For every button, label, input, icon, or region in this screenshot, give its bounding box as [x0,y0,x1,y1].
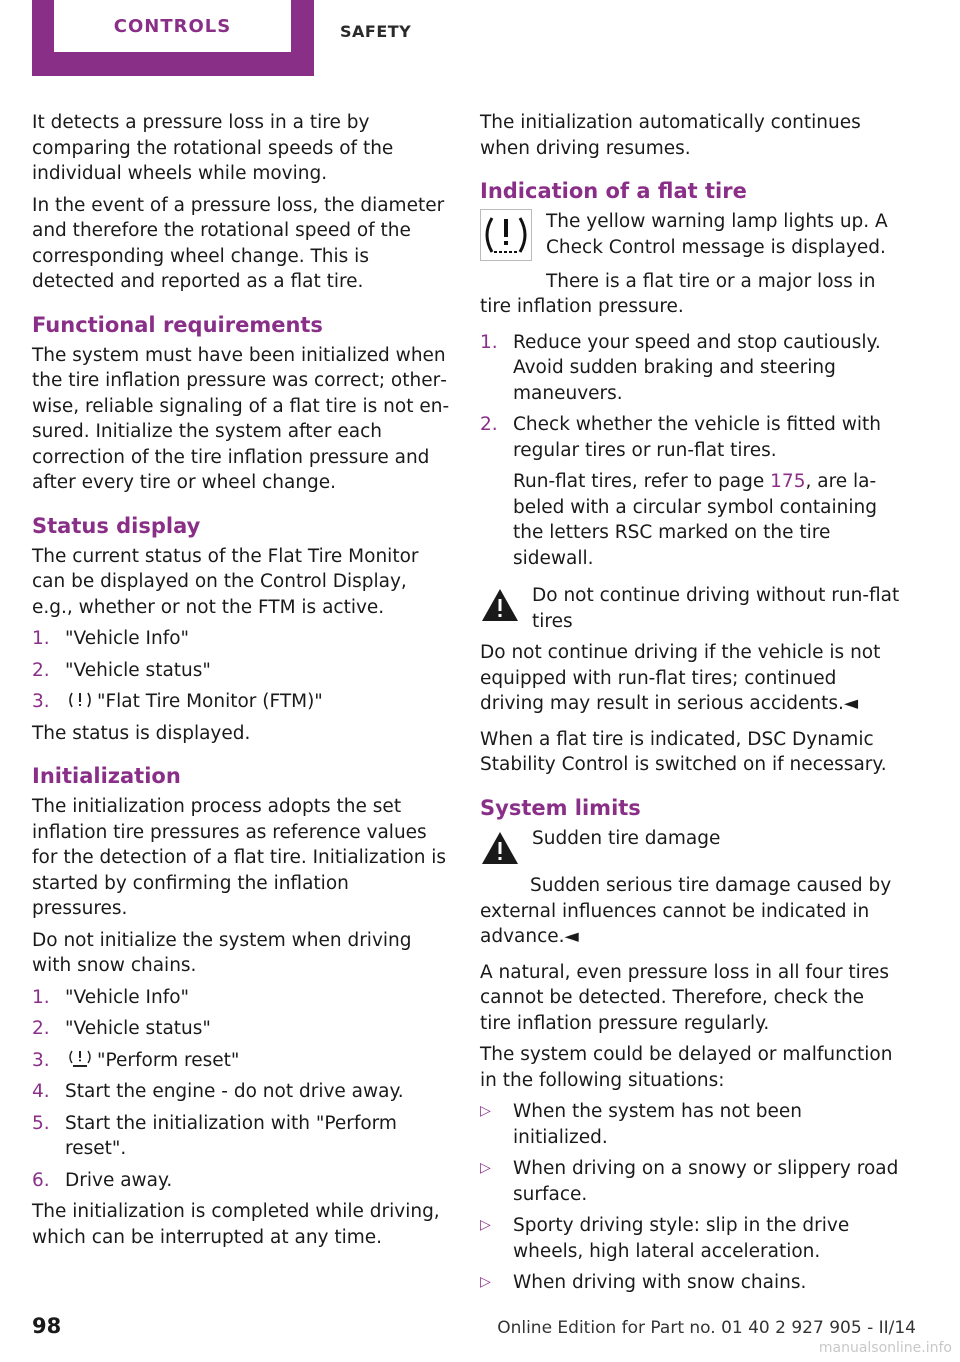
warning-block-runflat [480,583,900,640]
step-number: 5. [32,1112,50,1134]
list-triangle-bullet-icon: ▷ [480,1103,491,1119]
limit-text: When driving on a snowy or slippery road surface. [513,1158,899,1205]
limits-list [480,1099,900,1296]
flat-steps-list [480,330,900,464]
heading-status-display: Status display [32,513,201,538]
step-text: "Flat Tire Monitor (FTM)" [97,691,323,712]
right-column [480,110,900,1302]
warning-triangle-icon [480,587,520,623]
runflat-pre: Run-flat tires, refer to page [513,471,771,492]
page-link-175[interactable]: 175 [770,471,806,492]
warning-text: Do not continue driving if the vehicle is not equipped with run-flat tires; continued driving may result in serious accidents.◄ [480,642,881,714]
step-text: "Vehicle Info" [65,986,190,1008]
step-number: 6. [32,1169,50,1191]
list-item [32,1048,450,1074]
heading-functional-requirements: Functional requirements [32,312,323,337]
list-item [32,626,450,652]
init-steps-list [32,985,450,1194]
step-text: Check whether the vehicle is fitted with regular tires or run-flat tires. [513,414,881,461]
list-item [32,1079,450,1105]
runflat-post: , are labeled with a circular symbol containing the letters RSC marked on the tire sidewall. [513,471,877,569]
flat-tire-monitor-icon [67,690,93,710]
page-number: 98 [32,1314,62,1338]
warning-block-sudden [480,826,900,874]
list-item [32,985,450,1011]
paragraph: The initialization automatically continues when driving resumes. [480,112,861,159]
paragraph: The initialization process adopts the set inflation tire pressures as reference values for the detection of a flat tire. Initialization is started by confirming the inflation pressures. [32,796,447,919]
step-number: 2. [32,659,50,681]
paragraph: The yellow warning lamp lights up. A Check Control message is displayed. [546,211,888,258]
step-number: 3. [32,1049,50,1071]
paragraph: Do not initialize the system when driving with snow chains. [32,929,412,976]
status-steps-list [32,626,450,715]
heading-flat-tire-indication: Indication of a flat tire [480,179,747,203]
paragraph: There is a flat tire or a major loss in tire inflation pressure. [480,270,876,317]
paragraph: In the event of a pressure loss, the diameter and therefore the rotational speed of the corresponding wheel change. This is detected and reported as a flat tire. [32,194,445,292]
step-text: Start the initialization with "Perform reset". [65,1112,397,1159]
warning-text: Sudden serious tire damage caused by external influences cannot be indicated in advance.◄ [480,875,892,947]
step-number: 4. [32,1081,50,1102]
warning-triangle-icon [480,830,520,866]
step-number: 2. [480,414,498,435]
step-text: Start the engine - do not drive away. [65,1081,404,1102]
paragraph: When a flat tire is indicated, DSC Dynamic Stability Control is switched on if necessary. [480,728,887,775]
flat-tire-warning-icon [480,209,532,261]
list-triangle-bullet-icon: ▷ [480,1160,491,1176]
step-number: 1. [480,331,498,353]
step-text: "Vehicle status" [65,659,211,681]
step-number: 1. [32,986,50,1008]
paragraph: The current status of the Flat Tire Monitor can be displayed on the Control Display, e.g., whether or not the FTM is active. [32,545,419,618]
step-text: Reduce your speed and stop cautiously. Avoid sudden braking and steering maneuvers. [513,331,881,404]
limit-text: Sporty driving style: slip in the drive wheels, high lateral acceleration. [513,1215,850,1262]
list-item [480,1099,900,1150]
list-item [480,412,900,463]
step-number: 1. [32,628,50,649]
flat-tire-lamp-block [480,209,900,269]
step-text: "Perform reset" [97,1049,240,1071]
step-text: "Vehicle status" [65,1018,211,1039]
flat-tire-init-icon [67,1049,93,1069]
paragraph: The status is displayed. [32,722,251,744]
tab-controls[interactable] [32,0,314,76]
heading-system-limits: System limits [480,795,641,820]
limit-text: When driving with snow chains. [513,1272,807,1293]
list-triangle-bullet-icon: ▷ [480,1274,491,1290]
limit-text: When the system has not been initialized. [513,1101,802,1148]
list-item [480,1156,900,1207]
list-item [32,1016,450,1042]
tab-safety[interactable]: SAFETY [340,22,412,41]
tab-controls-label: CONTROLS [54,0,291,52]
paragraph: The initialization is completed while driving, which can be interrupted at any time. [32,1201,440,1248]
paragraph: The system could be delayed or malfunction in the following situations: [480,1044,893,1091]
paragraph: It detects a pressure loss in a tire by comparing the rotational speeds of the individual wheels while moving. [32,112,394,184]
warning-title: Do not continue driving without run-flat tires [532,585,900,632]
list-item [480,1270,900,1296]
step-number: 2. [32,1018,50,1039]
step-number: 3. [32,691,50,712]
left-column [32,110,450,1256]
paragraph: A natural, even pressure loss in all four tires cannot be detected. Therefore, check the tire inflation pressure regularly. [480,961,890,1034]
edition-note: Online Edition for Part no. 01 40 2 927 905 - II/14 [497,1318,916,1338]
watermark: manualsonline.info [818,1340,952,1356]
paragraph-runflat [513,469,900,571]
list-item [480,330,900,407]
heading-initialization: Initialization [32,764,181,788]
list-item [480,1213,900,1264]
step-text: Drive away. [65,1169,173,1191]
list-item [32,689,450,715]
list-item [32,1168,450,1194]
step-text: "Vehicle Info" [65,628,190,649]
list-triangle-bullet-icon: ▷ [480,1217,491,1233]
warning-title: Sudden tire damage [532,827,721,849]
list-item [32,1111,450,1162]
list-item [32,658,450,684]
paragraph: The system must have been initialized when the tire inflation pressure was correct; otherwise, reliable signaling of a flat tire is not ensured. Initialize the system after each correction of the tire inflation pressure and after every tire or wheel change. [32,344,450,493]
